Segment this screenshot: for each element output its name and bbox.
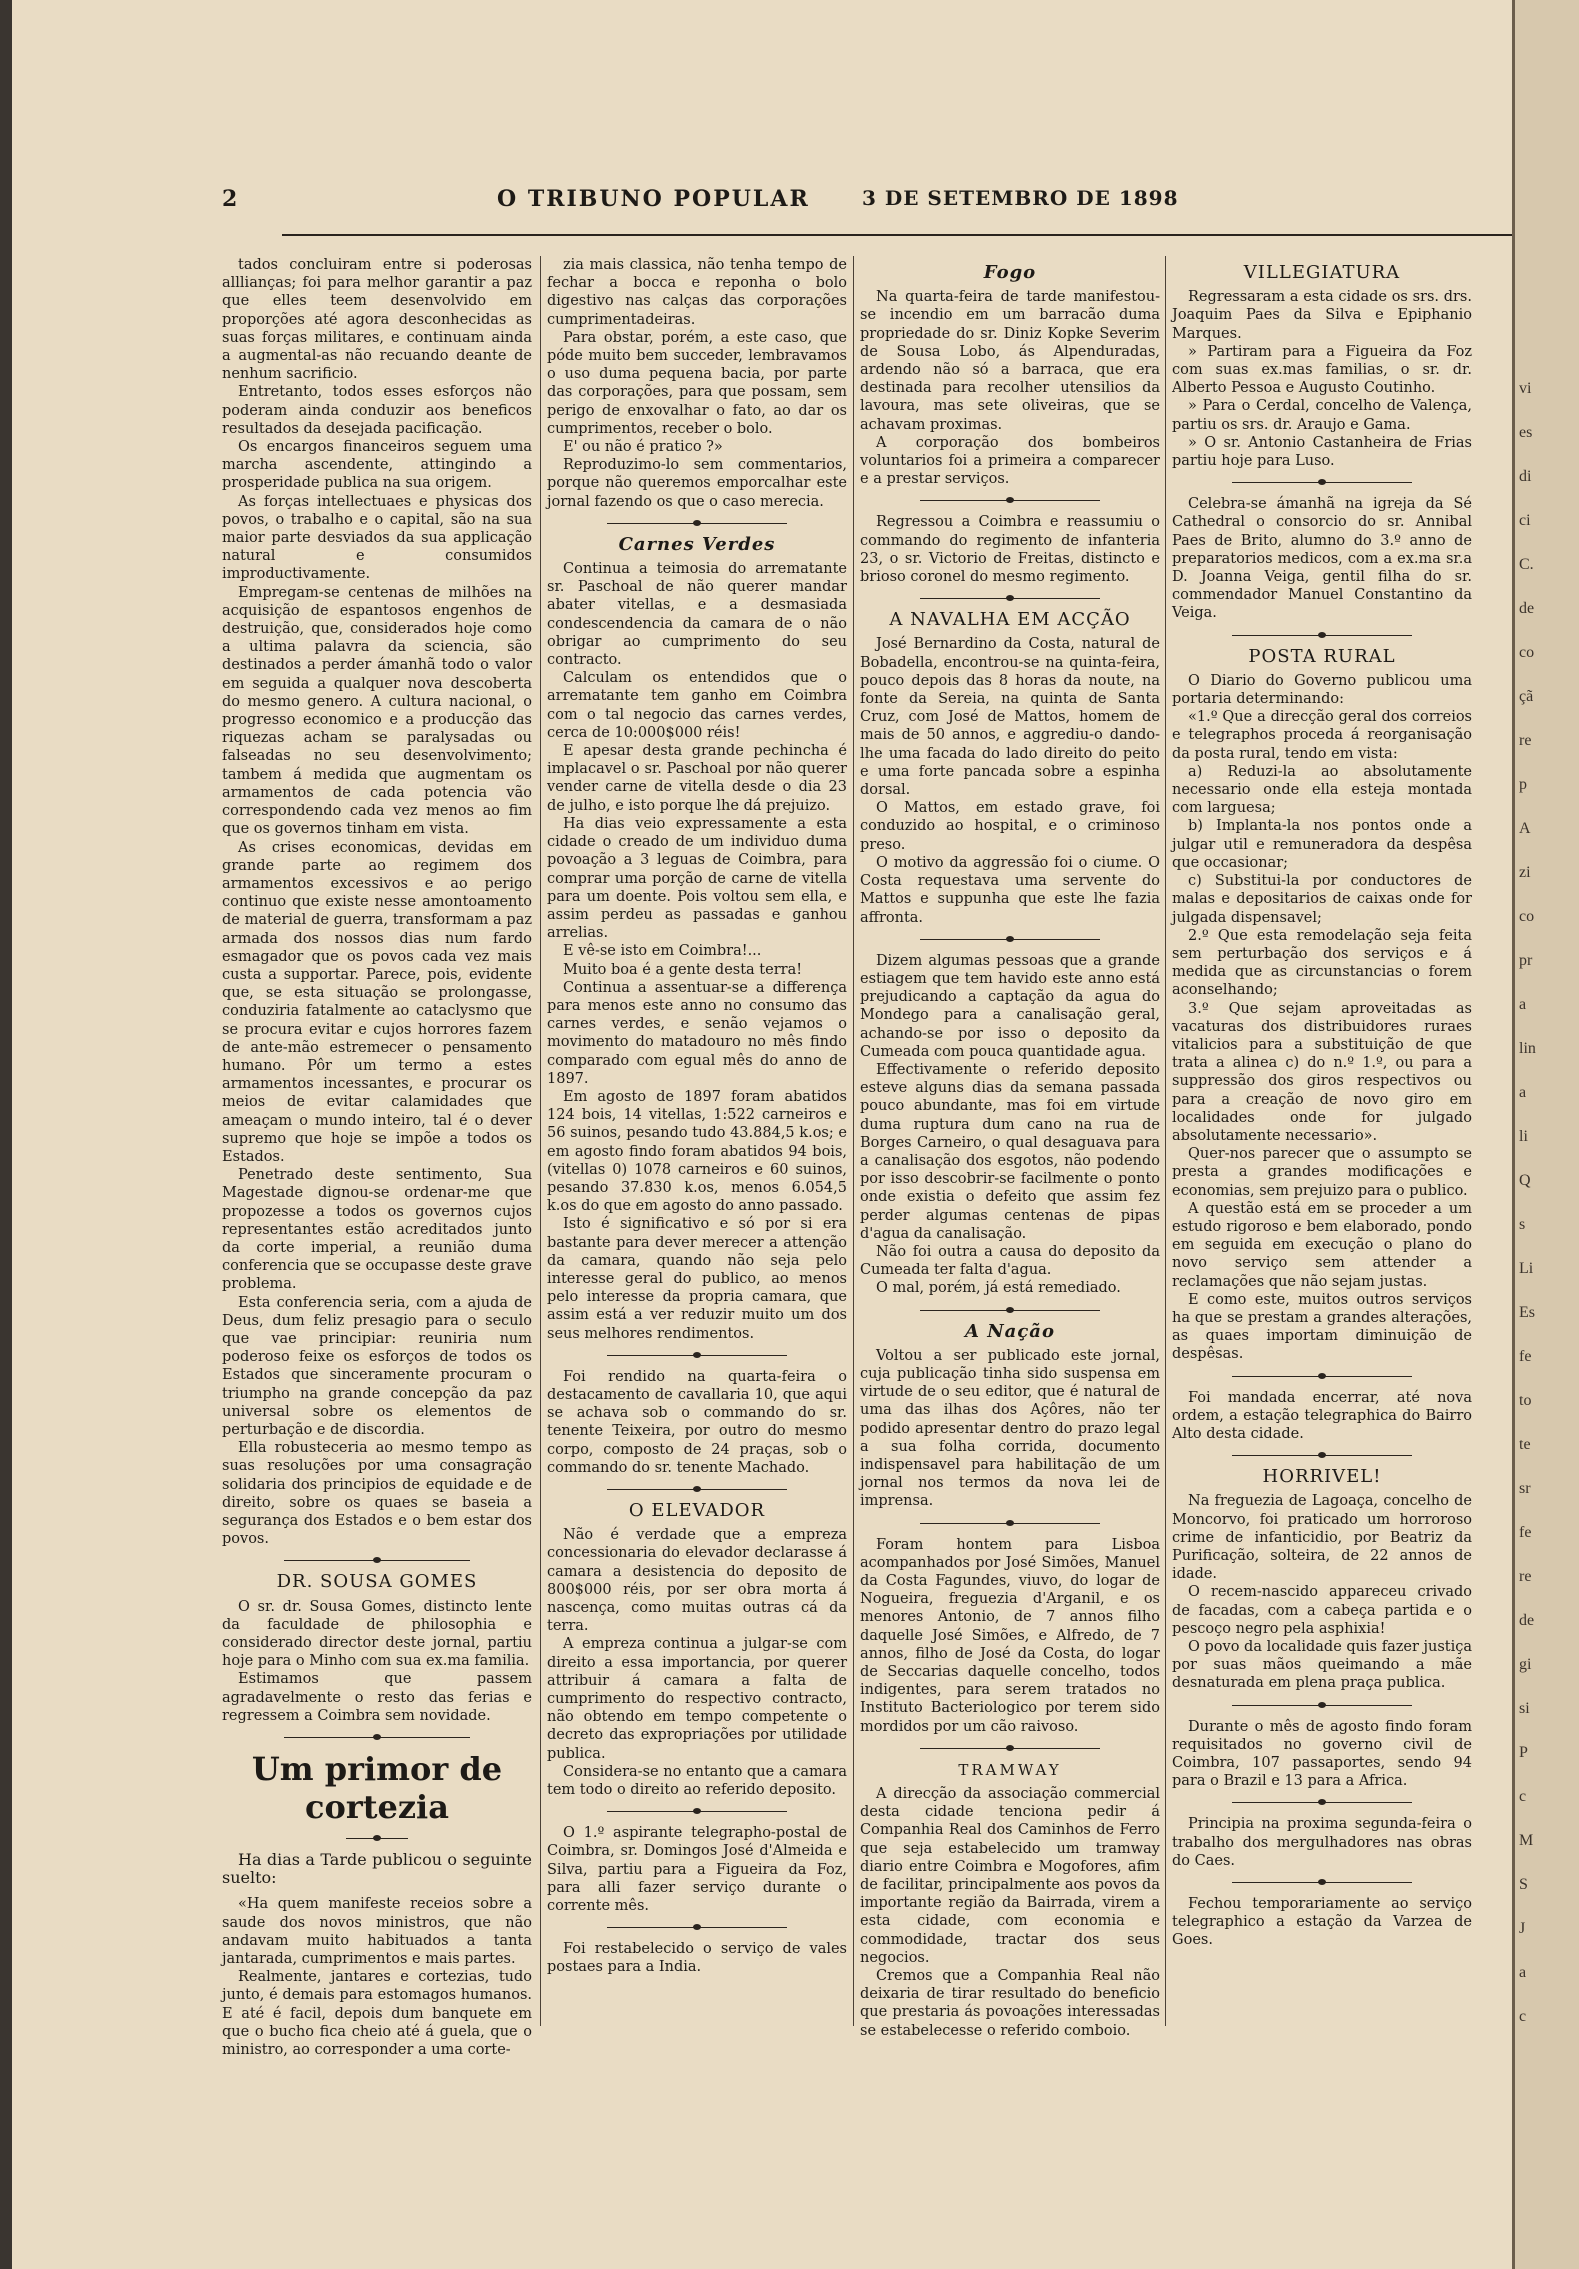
strip-fragment: co bbox=[1519, 644, 1535, 661]
cavallaria-note: Foi rendido na quarta-feira o destacamento de cavallaria 10, que aqui se achava sob o commando do sr. tenente Teixeira, por outro do mesmo corpo, composto de 24 praças, sob o commando do sr. tenente Machado. bbox=[547, 1368, 847, 1476]
strip-fragment: s bbox=[1519, 1216, 1526, 1233]
strip-fragment: de bbox=[1519, 600, 1535, 617]
strip-fragment: fe bbox=[1519, 1524, 1532, 1541]
primor-title: Um primor de cortezia bbox=[251, 1750, 503, 1827]
separator bbox=[920, 1310, 1100, 1311]
separator bbox=[920, 500, 1100, 501]
column-4 bbox=[1172, 256, 1472, 1950]
paragraph: As crises economicas, devidas em grande parte ao regimem dos armamentos excessivos e ao perigo continuo que existe nesse amontoamento de material de guerra, transformam a paz armada dos nossos dias num fardo esmagador que os povos cada vez mais custa a supportar. Parece, pois, evidente que, se esta situação se prolongasse, conduziria fatalmente ao cataclysmo que se procura evitar e cujos horrores fazem de ante-mão estremecer o pensamento humano. Pôr um termo a estes armamentos incessantes, e procurar os meios de evitar calamidades que ameaçam o mundo inteiro, tal é o dever supremo que hoje se impõe a todos os Estados. bbox=[222, 839, 532, 1165]
tramway-body bbox=[860, 1785, 1160, 2040]
paragraph: A questão está em se proceder a um estudo rigoroso e bem elaborado, pondo em seguida em execução o plano do novo serviço sem attender a reclamações que não sejam justas. bbox=[1172, 1200, 1472, 1290]
strip-fragment: pr bbox=[1519, 952, 1533, 969]
strip-fragment: P bbox=[1519, 1744, 1528, 1761]
separator bbox=[607, 1355, 787, 1356]
paragraph: Não foi outra a causa do deposito da Cumeada ter falta d'agua. bbox=[860, 1243, 1160, 1279]
strip-fragment: es bbox=[1519, 424, 1533, 441]
paragraph: Reproduzimo-lo sem commentarios, porque não queremos emporcalhar este jornal fazendo os que o caso merecia. bbox=[547, 457, 847, 510]
strip-fragment: c bbox=[1519, 2008, 1527, 2025]
nacao-body: Voltou a ser publicado este jornal, cuja publicação tinha sido suspensa em virtude de o seu editor, que é natural de uma das ilhas dos Açôres, não ter podido apresentar dentro do prazo legal a sua folha corrida, documento indispensavel para habilitação de um jornal nos termos da nova lei de imprensa. bbox=[860, 1347, 1160, 1510]
paragraph: Na freguezia de Lagoaça, concelho de Moncorvo, foi praticado um horroroso crime de infanticidio, por Beatriz da Purificação, solteira, de 22 annos de idade. bbox=[1172, 1493, 1472, 1583]
paragraph: O Mattos, em estado grave, foi conduzido ao hospital, e o criminoso preso. bbox=[860, 800, 1160, 853]
paragraph: c) Substitui-la por conductores de malas e depositarios de caixas onde for julgada dispensavel; bbox=[1172, 873, 1472, 926]
paragraph: Regressaram a esta cidade os srs. drs. Joaquim Paes da Silva e Epiphanio Marques. bbox=[1172, 289, 1472, 342]
paragraph: A direcção da associação commercial desta cidade tenciona pedir á Companhia Real dos Caminhos de Ferro que seja estabelecido um tramway diario entre Coimbra e Mogofores, afim de facilitar, principalmente aos povos da importante região da Bairrada, virem a esta cidade, com economia e commodidade, tractar dos seus negocios. bbox=[860, 1786, 1160, 1966]
separator bbox=[920, 1523, 1100, 1524]
paragraph: Estimamos que passem agradavelmente o resto das ferias e regressem a Coimbra sem novidade. bbox=[222, 1671, 532, 1724]
primor-continued bbox=[547, 256, 847, 511]
separator bbox=[607, 1489, 787, 1490]
separator bbox=[284, 1737, 470, 1738]
horrivel-body bbox=[1172, 1492, 1472, 1692]
strip-fragment: ci bbox=[1519, 512, 1531, 529]
paragraph: O motivo da aggressão foi o ciume. O Costa requestava uma servente do Mattos e suppunha que este lhe fazia affronta. bbox=[860, 854, 1160, 926]
paragraph: Em agosto de 1897 foram abatidos 124 bois, 14 vitellas, 1:522 carneiros e 56 suinos, pesando tudo 43.884,5 k.os; e em agosto findo foram abatidos 94 bois, (vitellas 0) 1078 carneiros e 60 suinos, pesando 37.830 k.os, menos 6.054,5 k.os do que em agosto do anno passado. bbox=[547, 1088, 847, 1215]
paragraph: Na quarta-feira de tarde manifestou-se incendio em um barracão duma propriedade do sr. Diniz Kopke Severim de Sousa Lobo, ás Alpenduradas, ardendo não só a barraca, que era destinada para recolher utensilios da lavoura, mas sete oliveiras, que se achavam proximas. bbox=[860, 289, 1160, 433]
paragraph: Realmente, jantares e cortezias, tudo junto, é demais para estomagos humanos. E até é facil, depois dum banquete em que o bucho fica cheio até á guela, que o ministro, ao corresponder a uma corte- bbox=[222, 1969, 532, 2059]
strip-fragment: si bbox=[1519, 1700, 1530, 1717]
strip-fragment: sr bbox=[1519, 1480, 1531, 1497]
paragraph: Ella robusteceria ao mesmo tempo as suas resoluções por uma consagração solidaria dos principios de equidade e de direito, sobre os quaes se baseia a segurança dos Estados e o bem estar dos povos. bbox=[222, 1440, 532, 1548]
paragraph: O mal, porém, já está remediado. bbox=[876, 1280, 1121, 1297]
separator bbox=[1232, 1705, 1412, 1706]
paragraph: «1.º Que a direcção geral dos correios e telegraphos proceda á reorganisação da posta rural, tendo em vista: bbox=[1172, 709, 1472, 762]
strip-fragment: c bbox=[1519, 1788, 1527, 1805]
paragraph: E' ou não é pratico ?» bbox=[563, 439, 723, 456]
masthead bbox=[222, 184, 1522, 214]
paragraph: Esta conferencia seria, com a ajuda de Deus, dum feliz presagio para o seculo que vae principiar: reuniria num poderoso feixe os esforços de todos os Estados que sinceramente procuram o triumpho na grande concepção da paz universal sobre os elementos de perturbação e de discordia. bbox=[222, 1294, 532, 1438]
mergulhadores-note: Principia na proxima segunda-feira o trabalho dos mergulhadores nas obras do Caes. bbox=[1172, 1816, 1472, 1869]
separator bbox=[1232, 1802, 1412, 1803]
strip-fragment: to bbox=[1519, 1392, 1532, 1409]
paragraph: 2.º Que esta remodelação seja feita sem perturbação dos serviços e á medida que as circunstancias o forem aconselhando; bbox=[1172, 927, 1472, 999]
fogo-body bbox=[860, 288, 1160, 488]
navalha-title: A NAVALHA EM ACÇÃO bbox=[889, 609, 1131, 631]
posta-rural-body bbox=[1172, 672, 1472, 1364]
strip-fragment: lin bbox=[1519, 1040, 1536, 1057]
page-number: 2 bbox=[222, 186, 238, 212]
separator bbox=[920, 939, 1100, 940]
paragraph: Dizem algumas pessoas que a grande estiagem que tem havido este anno está prejudicando a captação da agua do Mondego para a canalisação geral, achando-se por isso o deposito da Cumeada com pouca quantidade agua. bbox=[860, 952, 1160, 1060]
column-1 bbox=[222, 256, 532, 2059]
elevador-body bbox=[547, 1526, 847, 1799]
villegiatura-title: VILLEGIATURA bbox=[1243, 262, 1401, 283]
paragraph: Cremos que a Companhia Real não deixaria de tirar resultado do beneficio que prestaria ás povoações interessadas se estabelecesse o referido comboio. bbox=[860, 1968, 1160, 2039]
primor-intro: Ha dias a Tarde publicou o seguinte suelto: bbox=[222, 1850, 532, 1888]
strip-fragment: te bbox=[1519, 1436, 1531, 1453]
paragraph: 3.º Que sejam aproveitadas as vacaturas dos distribuidores ruraes vitalicios para a substituição de que trata a alinea c) do n.º 1.º, ou para a suppressão dos giros respectivos ou para a creação de novo giro em localidades onde for julgado absolutamente necessario». bbox=[1172, 1000, 1472, 1144]
strip-fragment: di bbox=[1519, 468, 1532, 485]
continued-article bbox=[222, 256, 532, 1548]
strip-fragment: zi bbox=[1519, 864, 1531, 881]
paragraph: A empreza continua a julgar-se com direito a essa importancia, por querer attribuir á camara a falta de cumprimento do respectivo contracto, não obtendo em tempo competente o decreto das expropriações por utilidade publica. bbox=[547, 1636, 847, 1762]
nacao-title: A Nação bbox=[965, 1320, 1055, 1342]
separator bbox=[1232, 1376, 1412, 1377]
paragraph: Isto é significativo e só por si era bastante para dever merecer a attenção da camara, quando não seja pelo interesse geral do publico, ao menos pelo interesse da propria camara, que assim está a ver reduzir muito um dos seus melhores rendimentos. bbox=[547, 1216, 847, 1342]
strip-fragment: Es bbox=[1519, 1304, 1535, 1321]
paragraph: Não é verdade que a empreza concessionaria do elevador declarasse á camara a desistencia do deposito de 800$000 réis, por ser obra morta á nascença, como muitas outras cá da terra. bbox=[547, 1527, 847, 1635]
paragraph: b) Implanta-la nos pontos onde a julgar util e remuneradora da despêsa que occasionar; bbox=[1172, 818, 1472, 871]
posta-rural-title: POSTA RURAL bbox=[1248, 645, 1396, 667]
regresso-note: Regressou a Coimbra e reassumiu o commando do regimento de infanteria 23, o sr. Victorio de Freitas, distincto e brioso coronel do mesmo regimento. bbox=[860, 514, 1160, 586]
strip-fragment: Q bbox=[1519, 1172, 1531, 1189]
column-rule bbox=[1165, 256, 1166, 2026]
passaportes-note: Durante o mês de agosto findo foram requisitados no governo civil de Coimbra, 107 passaportes, sendo 94 para o Brazil e 13 para a Africa. bbox=[1172, 1718, 1472, 1790]
adjacent-page-edge bbox=[1512, 0, 1579, 2269]
strip-fragment: C. bbox=[1519, 556, 1534, 573]
strip-fragment: re bbox=[1519, 1568, 1532, 1585]
paragraph: » O sr. Antonio Castanheira de Frias partiu hoje para Luso. bbox=[1172, 434, 1472, 470]
column-2 bbox=[547, 256, 847, 1977]
carnes-verdes-title: Carnes Verdes bbox=[618, 533, 776, 555]
strip-fragment: J bbox=[1519, 1920, 1526, 1937]
strip-fragment: a bbox=[1519, 1084, 1527, 1101]
sousa-gomes-title: DR. SOUSA GOMES bbox=[276, 1571, 478, 1593]
agua-body bbox=[860, 952, 1160, 1298]
paragraph: As forças intellectuaes e physicas dos povos, o trabalho e o capital, são na sua maior parte desviados da sua applicação natural e consumidos improductivamente. bbox=[222, 493, 532, 583]
separator bbox=[1232, 1882, 1412, 1883]
fogo-title: Fogo bbox=[983, 262, 1037, 283]
strip-fragment: re bbox=[1519, 732, 1532, 749]
separator bbox=[920, 598, 1100, 599]
paragraph: Continua a assentuar-se a differença para menos este anno no consumo das carnes verdes, e senão vejamos o movimento do matadouro no mês findo comparado com egual mês do anno de 1897. bbox=[547, 979, 847, 1087]
separator bbox=[607, 1927, 787, 1928]
strip-fragment: çã bbox=[1519, 688, 1534, 705]
paragraph: E como este, muitos outros serviços ha que se prestam a grandes alterações, as quaes importam diminuição de despêsas. bbox=[1172, 1291, 1472, 1363]
bairro-note: Foi mandada encerrar, até nova ordem, a estação telegraphica do Bairro Alto desta cidade. bbox=[1172, 1389, 1472, 1442]
strip-fragment: a bbox=[1519, 1964, 1527, 1981]
paragraph: a) Reduzi-la ao absolutamente necessario onde ella esteja montada com larguesa; bbox=[1172, 763, 1472, 817]
separator bbox=[1232, 482, 1412, 483]
lisboa-note: Foram hontem para Lisboa acompanhados por José Simões, Manuel da Costa Fagundes, viuvo, do logar de Nogueira, freguezia d'Arganil, e os menores Antonio, de 7 annos filho daquelle José Simões, e Alfredo, de 7 annos, filho de José da Costa, do logar de Seccarias daquelle concelho, todos indigentes, para serem tratados no Instituto Bacteriologico por terem sido mordidos por um cão raivoso. bbox=[860, 1536, 1160, 1735]
paragraph: Effectivamente o referido deposito esteve alguns dias da semana passada pouco abundante, mas foi em virtude duma ruptura dum cano na rua de Borges Carneiro, o qual desaguava para a canalisação dos esgotos, não podendo por isso descobrir-se facilmente o ponto onde existia o defeito que assim fez perder algumas centenas de pipas d'agua da canalisação. bbox=[860, 1061, 1160, 1242]
paragraph: E vê-se isto em Coimbra!... bbox=[563, 943, 762, 960]
paragraph: » Para o Cerdal, concelho de Valença, partiu os srs. dr. Araujo e Gama. bbox=[1172, 398, 1472, 433]
casamento-note: Celebra-se ámanhã na igreja da Sé Cathedral o consorcio do sr. Annibal Paes de Brito, alumno do 3.º anno de preparatorios medicos, com a ex.ma sr.a D. Joanna Veiga, gentil filha do sr. commendador Manuel Constantino da Veiga. bbox=[1172, 496, 1472, 622]
separator bbox=[607, 1811, 787, 1812]
strip-fragment: li bbox=[1519, 1128, 1528, 1145]
separator bbox=[607, 523, 787, 524]
strip-fragment: M bbox=[1519, 1832, 1534, 1849]
paragraph: José Bernardino da Costa, natural de Bobadella, encontrou-se na quinta-feira, pouco depois das 8 horas da noute, na fonte da Sereia, na quinta de Santa Cruz, com José de Mattos, homem de mais de 50 annos, e aggrediu-o dando-lhe uma facada do lado direito do peito e uma forte pancada sobre a espinha dorsal. bbox=[860, 636, 1160, 799]
paragraph: O recem-nascido appareceu crivado de facadas, com a cabeça partida e o pescoço negro pela asphixia! bbox=[1172, 1584, 1472, 1637]
elevador-title: O ELEVADOR bbox=[628, 1500, 766, 1521]
paragraph: Os encargos financeiros seguem uma marcha ascendente, attingindo a prosperidade publica na sua origem. bbox=[222, 439, 532, 492]
strip-fragment: gi bbox=[1519, 1656, 1532, 1673]
paragraph: Empregam-se centenas de milhões na acquisição de espantosos engenhos de destruição, que, considerados hoje como a ultima palavra da sciencia, são destinados a perder ámanhã todo o valor em seguida a qualquer nova descoberta do mesmo genero. A cultura nacional, o progresso economico e a producção das riquezas acham se paralysadas ou falseadas no seu desenvolvimento; tambem á medida que augmentam os armamentos de cada potencia vão correspondendo cada vez menos ao fim que os governos tinham em vista. bbox=[222, 584, 532, 838]
strip-fragment: Li bbox=[1519, 1260, 1534, 1277]
sousa-gomes-body bbox=[222, 1598, 532, 1725]
paragraph: » Partiram para a Figueira da Foz com suas ex.mas familias, o sr. dr. Alberto Pessoa e Augusto Coutinho. bbox=[1172, 343, 1472, 397]
paragraph: «Ha quem manifeste receios sobre a saude dos novos ministros, que não andavam muito habituados a tanta jantarada, cumprimentos e mais partes. bbox=[222, 1896, 532, 1968]
paragraph: Continua a teimosia do arrematante sr. Paschoal de não querer mandar abater vitellas, e a desmasiada condescendencia da camara de o não obrigar ao cumprimento do seu contracto. bbox=[547, 561, 847, 669]
paragraph: Ha dias veio expressamente a esta cidade o creado de um individuo duma povoação a 3 leguas de Coimbra, para comprar uma porção de carne de vitella para um doente. Pois voltou sem ella, e assim perdeu as passadas e ganhou arrelias. bbox=[547, 815, 847, 942]
varzea-note: Fechou temporariamente ao serviço telegraphico a estação da Varzea de Goes. bbox=[1172, 1896, 1472, 1949]
paragraph: zia mais classica, não tenha tempo de fechar a bocca e reponha o bolo digestivo nas calças das corporações cumprimentadeiras. bbox=[547, 257, 847, 328]
paragraph: tados concluiram entre si poderosas alllianças; foi para melhor garantir a paz que elles teem desenvolvido em proporções até agora desconhecidas as suas forças militares, e continuam ainda a augmental-as não recuando deante de nenhum sacrificio. bbox=[222, 257, 532, 383]
vales-note: Foi restabelecido o serviço de vales postaes para a India. bbox=[547, 1941, 847, 1976]
paragraph: O sr. dr. Sousa Gomes, distincto lente da faculdade de philosophia e considerado director deste jornal, partiu hoje para o Minho com sua ex.ma familia. bbox=[222, 1598, 532, 1670]
paragraph: Quer-nos parecer que o assumpto se presta a grandes modificações e economias, sem prejuizo para o publico. bbox=[1172, 1146, 1472, 1199]
strip-fragment: de bbox=[1519, 1612, 1535, 1629]
paragraph: A corporação dos bombeiros voluntarios foi a primeira a comparecer e a prestar serviços. bbox=[860, 434, 1160, 488]
navalha-body bbox=[860, 635, 1160, 926]
horrivel-title: HORRIVEL! bbox=[1262, 1466, 1382, 1488]
column-3 bbox=[860, 256, 1160, 2040]
strip-fragment: a bbox=[1519, 996, 1527, 1013]
strip-fragment: S bbox=[1519, 1876, 1528, 1893]
paragraph: O Diario do Governo publicou uma portaria determinando: bbox=[1172, 672, 1472, 708]
primor-body bbox=[222, 1895, 532, 2059]
separator bbox=[920, 1748, 1100, 1749]
newspaper-page bbox=[12, 0, 1512, 2269]
telegrapho-note: O 1.º aspirante telegrapho-postal de Coimbra, sr. Domingos José d'Almeida e Silva, partiu para a Figueira da Foz, para alli fazer serviço durante o corrente mês. bbox=[547, 1825, 847, 1915]
newspaper-title: O TRIBUNO POPULAR bbox=[497, 186, 810, 212]
separator bbox=[1232, 1455, 1412, 1456]
paragraph: Muito boa é a gente desta terra! bbox=[563, 961, 803, 978]
carnes-verdes-body bbox=[547, 560, 847, 1343]
column-rule bbox=[540, 256, 541, 2026]
strip-fragment: p bbox=[1519, 776, 1527, 793]
strip-fragment: fe bbox=[1519, 1348, 1532, 1365]
paragraph: Penetrado deste sentimento, Sua Magestade dignou-se ordenar-me que propozesse a todos os governos cujos representantes estão acreditados junto da corte imperial, a reunião duma conferencia que se occupasse deste grave problema. bbox=[222, 1167, 532, 1293]
villegiatura-body bbox=[1172, 288, 1472, 470]
tramway-title: TRAMWAY bbox=[958, 1760, 1062, 1779]
separator bbox=[1232, 635, 1412, 636]
separator bbox=[284, 1560, 470, 1561]
paragraph: Calculam os entendidos que o arrematante tem ganho em Coimbra com o tal negocio das carnes verdes, cerca de 10:000$000 réis! bbox=[547, 670, 847, 741]
masthead-rule bbox=[282, 234, 1517, 236]
strip-fragment: co bbox=[1519, 908, 1535, 925]
strip-fragment: vi bbox=[1519, 380, 1532, 397]
issue-date: 3 DE SETEMBRO DE 1898 bbox=[862, 186, 1179, 210]
column-rule bbox=[853, 256, 854, 2026]
paragraph: Para obstar, porém, a este caso, que póde muito bem succeder, lembravamos o uso duma pequena bacia, por parte das corporações, para que possam, sem perigo de enxovalhar o fato, ao dar os cumprimentos, receber o bolo. bbox=[547, 329, 847, 437]
paragraph: E apesar desta grande pechincha é implacavel o sr. Paschoal por não querer vender carne de vitella desde o dia 23 de julho, e isto porque lhe dá prejuizo. bbox=[547, 743, 847, 814]
paragraph: Entretanto, todos esses esforços não poderam ainda conduzir aos beneficos resultados da desejada pacificação. bbox=[222, 384, 532, 437]
paragraph: O povo da localidade quis fazer justiça por suas mãos queimando a mãe desnaturada em plena praça publica. bbox=[1172, 1639, 1472, 1692]
separator bbox=[346, 1838, 408, 1839]
paragraph: Considera-se no entanto que a camara tem todo o direito ao referido deposito. bbox=[547, 1763, 847, 1799]
strip-fragment: A bbox=[1519, 820, 1531, 837]
